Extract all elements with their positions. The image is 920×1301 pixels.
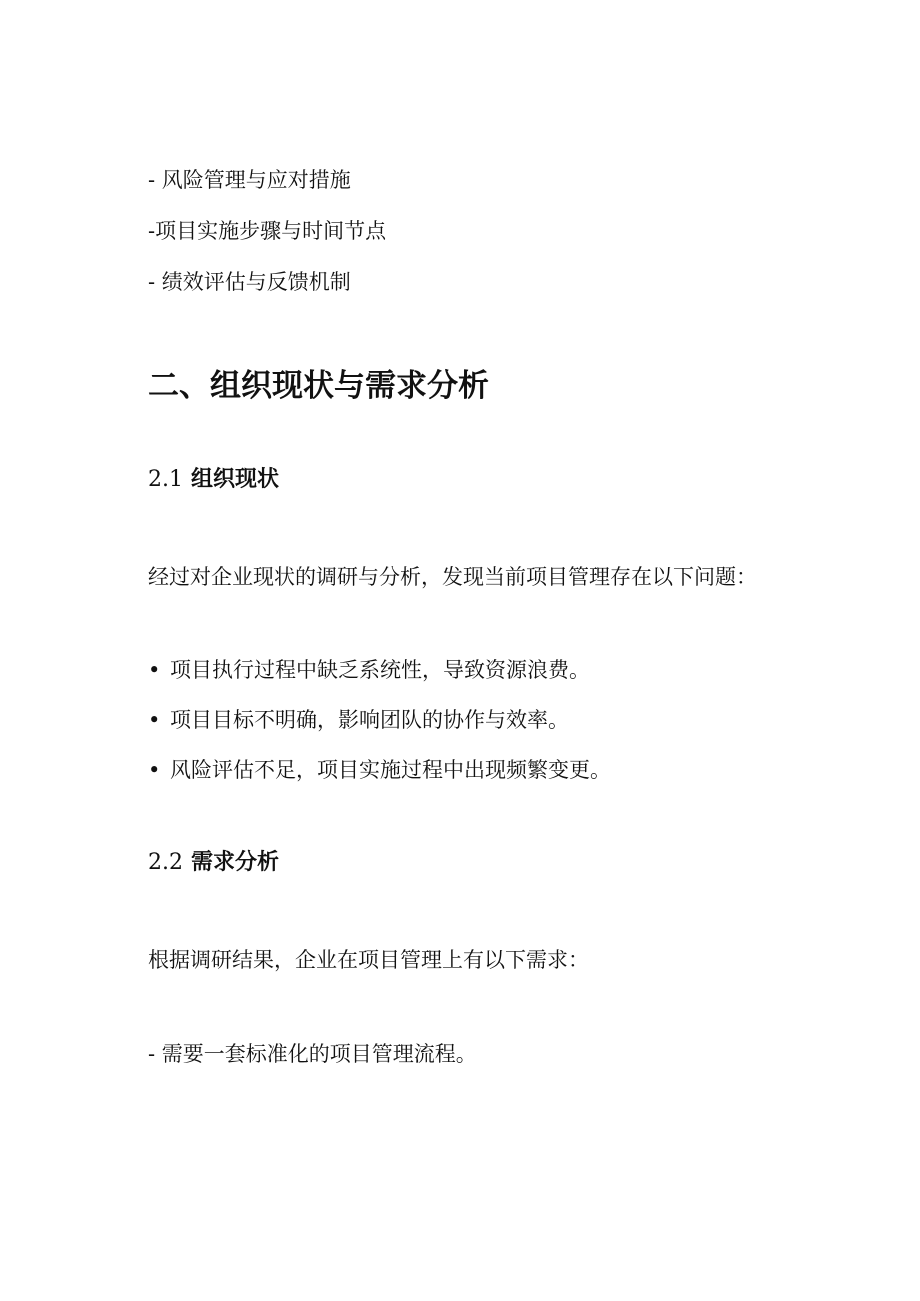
subsection-heading-2-1: [148, 465, 279, 495]
list-item: -项目实施步骤与时间节点: [148, 219, 387, 243]
subsection-number: 2.2: [148, 850, 183, 875]
list-item: - 绩效评估与反馈机制: [148, 270, 351, 294]
list-item: - 需要一套标准化的项目管理流程。: [148, 1042, 477, 1066]
paragraph: 经过对企业现状的调研与分析，发现当前项目管理存在以下问题：: [148, 565, 757, 589]
subsection-title: 需求分析: [191, 850, 280, 875]
section-heading: 二、组织现状与需求分析: [148, 368, 489, 404]
subsection-title: 组织现状: [191, 467, 280, 492]
bullet-item: [148, 706, 569, 734]
list-item: - 风险管理与应对措施: [148, 168, 351, 192]
bullet-text: 风险评估不足，项目实施过程中出现频繁变更。: [170, 758, 611, 782]
bullet-item: [148, 656, 590, 684]
bullet-dot: •: [148, 758, 161, 782]
bullet-dot: •: [148, 658, 161, 682]
subsection-heading-2-2: [148, 848, 279, 878]
subsection-number: 2.1: [148, 467, 183, 492]
bullet-dot: •: [148, 708, 161, 732]
bullet-text: 项目执行过程中缺乏系统性，导致资源浪费。: [170, 658, 590, 682]
paragraph: 根据调研结果，企业在项目管理上有以下需求：: [148, 948, 589, 972]
bullet-text: 项目目标不明确，影响团队的协作与效率。: [170, 708, 569, 732]
bullet-item: [148, 756, 611, 784]
